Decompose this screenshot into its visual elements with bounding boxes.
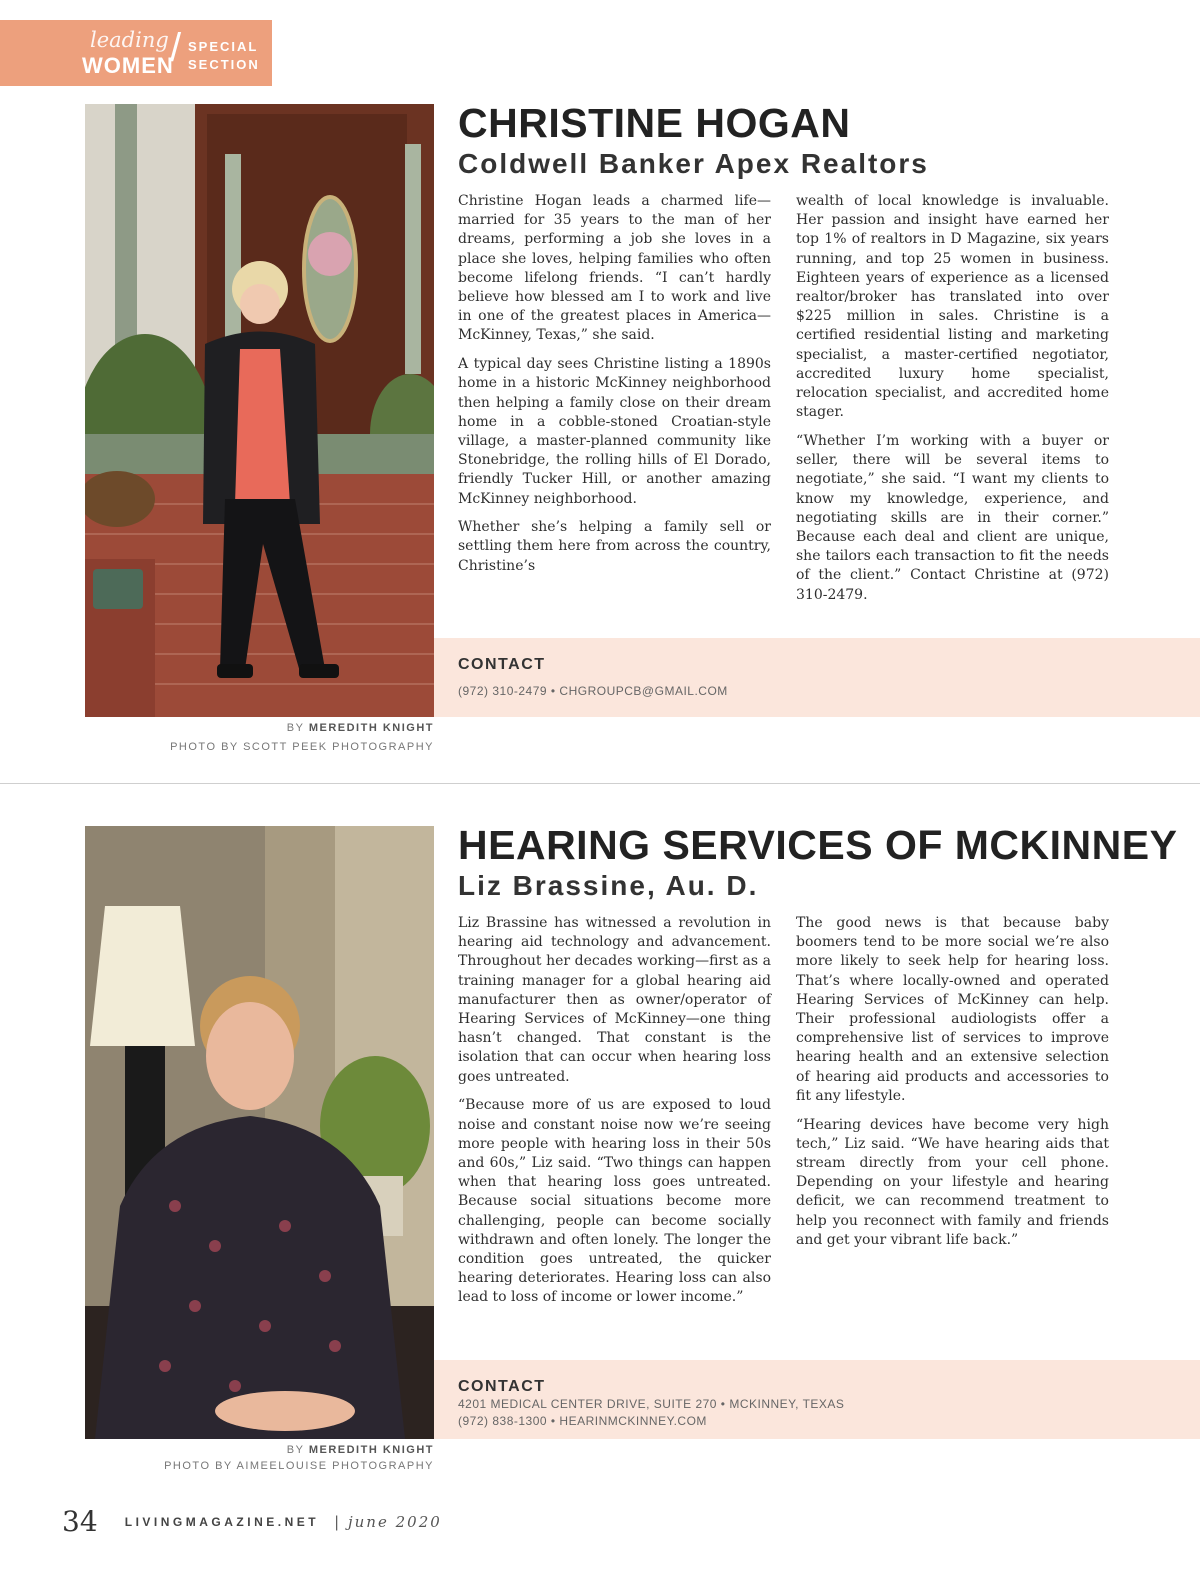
- section-tag-special-line: SPECIAL: [188, 39, 259, 54]
- byline: [287, 722, 434, 734]
- article-paragraph: Whether she’s helping a family sell or settling them here from across the country, Christine’s: [458, 519, 771, 574]
- photo-credit: PHOTO BY AIMEELOUISE PHOTOGRAPHY: [164, 1460, 434, 1472]
- liz-brassine-photo: [85, 826, 434, 1439]
- issue-date: | june 2020: [334, 1512, 442, 1531]
- section-tag-section-line: SECTION: [188, 57, 260, 72]
- profile-name: CHRISTINE HOGAN: [458, 100, 851, 146]
- byline-prefix: BY: [286, 1444, 305, 1456]
- profile-name: HEARING SERVICES OF MCKINNEY: [458, 822, 1178, 868]
- section-tag-leading: leading: [90, 28, 169, 52]
- contact-title: CONTACT: [458, 1378, 546, 1395]
- contact-title: CONTACT: [458, 656, 546, 673]
- contact-box: [434, 638, 1200, 717]
- article-paragraph: “Hearing devices have become very high tech,” Liz said. “We have hearing aids that stream directly from your cell phone. Depending on your lifestyle and hearing deficit, we can recommend treatment to help you reconnect with family and friends and get your vibrant life back.”: [796, 1116, 1109, 1248]
- article-paragraph: “Whether I’m working with a buyer or seller, there will be several items to negotiate,” she said. “I want my clients to know my knowledge, experience, and negotiating skills are in their corner.” Because each deal and client are unique, she tailors each transaction to fit the needs of the client.” Contact Christine at (972) 310-2479.: [796, 432, 1109, 603]
- article-paragraph: A typical day sees Christine listing a 1890s home in a historic McKinney neighborhood then helping a family close on their dream home in a cobble-stoned Croatian-style village, a master-planned community like Stonebridge, the rolling hills of El Dorado, friendly Tucker Hill, or another amazing McKinney neighborhood.: [458, 356, 771, 507]
- section-tag-slash: /: [170, 26, 182, 70]
- photo-credit: PHOTO BY SCOTT PEEK PHOTOGRAPHY: [170, 741, 434, 753]
- article-column-right: [796, 914, 1109, 1259]
- section-tag-special: [188, 38, 268, 74]
- byline-author: MEREDITH KNIGHT: [308, 1444, 434, 1456]
- section-divider: [0, 783, 1200, 784]
- article-paragraph: Liz Brassine has witnessed a revolution in hearing aid technology and advancement. Throughout her decades working—first as a training manager for a global hearing aid manufacturer then as owner/operator of Hearing Services of McKinney—one thing hasn’t changed. That constant is the isolation that can occur when hearing loss goes untreated.: [458, 915, 771, 1085]
- article-paragraph: “Because more of us are exposed to loud noise and constant noise now we’re seeing more people with hearing loss in their 50s and 60s,” Liz said. “Two things can happen when that hearing loss goes untreated. Because social situations become more challenging, people can become socially withdrawn and often lonely. The longer the condition goes untreated, the quicker hearing deteriorates. Hearing loss can also lead to loss of income or lower income.”: [458, 1097, 771, 1306]
- article-column-left: [458, 914, 771, 1317]
- contact-address: 4201 MEDICAL CENTER DRIVE, SUITE 270 • MCKINNEY, TEXAS: [458, 1397, 845, 1411]
- article-paragraph: wealth of local knowledge is invaluable. Her passion and insight have earned her top 1% of realtors in D Magazine, six years running, and top 25 women in business. Eighteen years of experience as a licensed realtor/broker has translated into over $225 million in sales. Christine is a certified residential listing and marketing specialist, a master-certified negotiator, accredited luxury home specialist, relocation specialist, and accredited home stager.: [796, 193, 1109, 421]
- byline-prefix: BY: [286, 722, 305, 734]
- article-paragraph: Christine Hogan leads a charmed life—married for 35 years to the man of her dreams, performing a job she loves in a place she loves, helping families who often become lifelong friends. “I can’t hardly believe how blessed am I to work and live in one of the greatest places in America—McKinney, Texas,” she said.: [458, 193, 771, 344]
- section-tag: [0, 20, 272, 86]
- page-number: 34: [62, 1505, 98, 1538]
- article-column-right: [796, 192, 1109, 614]
- christine-hogan-photo: [85, 104, 434, 717]
- contact-box: [434, 1360, 1200, 1439]
- site-link[interactable]: LIVINGMAGAZINE.NET: [124, 1514, 320, 1529]
- article-paragraph: The good news is that because baby boomers tend to be more social we’re also more likely to seek help for hearing loss. That’s where locally-owned and operated Hearing Services of McKinney can help. Their professional audiologists offer a comprehensive list of services to improve hearing health and an extensive selection of hearing aid products and accessories to fit any lifestyle.: [796, 915, 1109, 1104]
- profile-company: Liz Brassine, Au. D.: [458, 870, 759, 901]
- byline: [287, 1444, 434, 1456]
- contact-line[interactable]: (972) 838-1300 • HEARINMCKINNEY.COM: [458, 1414, 707, 1428]
- section-tag-women: WOMEN: [82, 53, 174, 78]
- profile-company: Coldwell Banker Apex Realtors: [458, 148, 929, 179]
- article-column-left: [458, 192, 771, 585]
- page-footer: [62, 1505, 442, 1538]
- byline-author: MEREDITH KNIGHT: [308, 722, 434, 734]
- contact-line[interactable]: (972) 310-2479 • CHGROUPCB@GMAIL.COM: [458, 684, 728, 698]
